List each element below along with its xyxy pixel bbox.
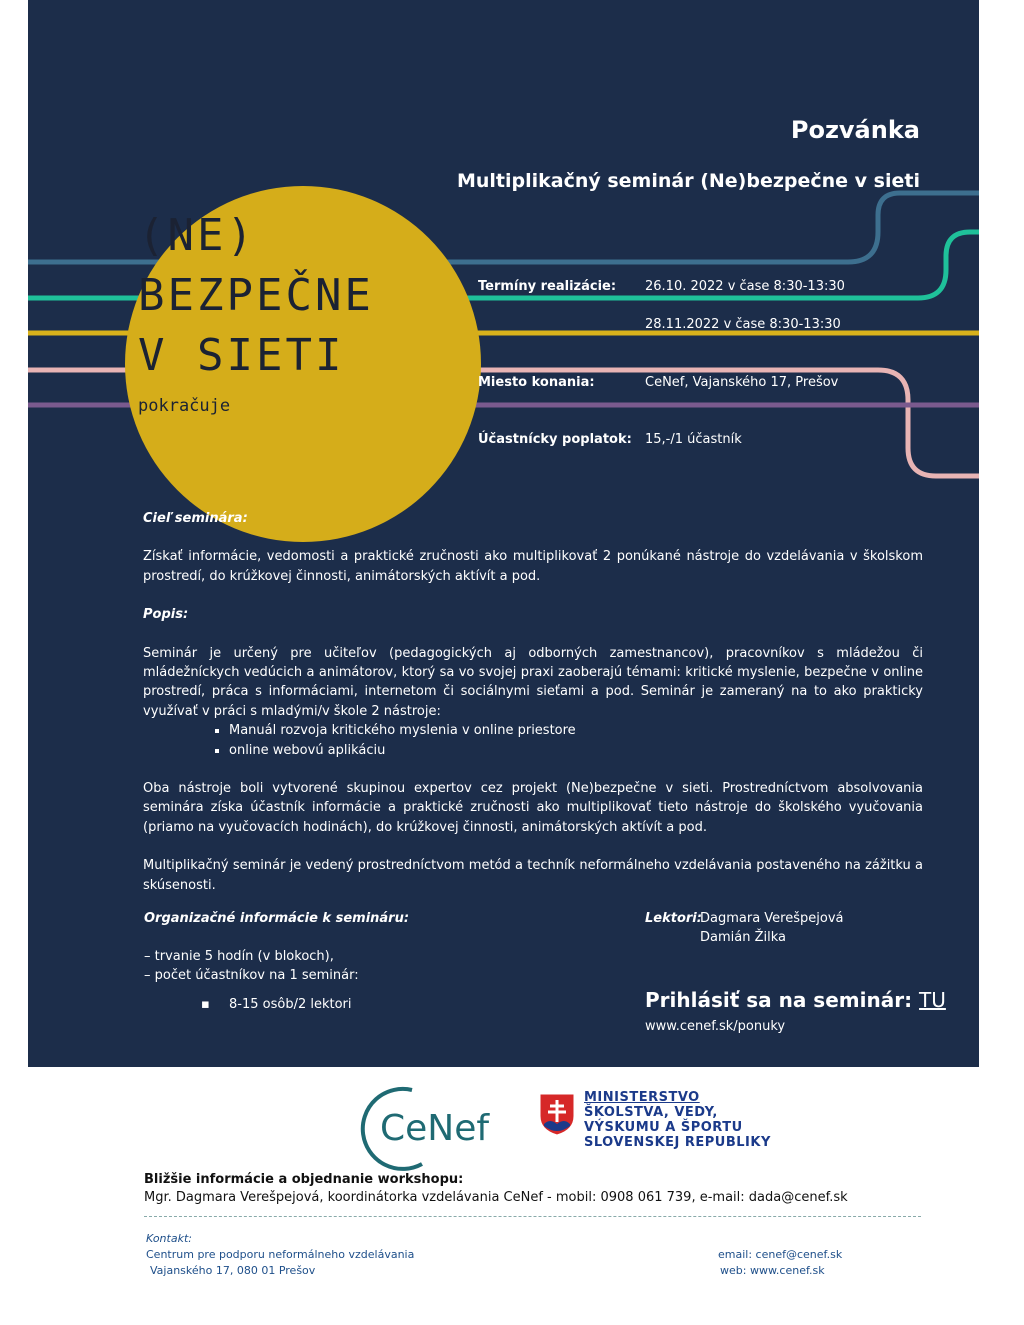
signup-text: Prihlásiť sa na seminár:	[645, 988, 920, 1012]
terms-label: Termíny realizácie:	[478, 279, 617, 294]
desc-heading: Popis:	[143, 607, 189, 623]
org-bullet: 8-15 osôb/2 lektori	[229, 997, 352, 1012]
desc-text: Seminár je určený pre učiteľov (pedagogických aj odborných zamestnancov), pracovníkov s mládežou či mládežníckych vedúcich a animátorov, ktorý sa vo svojej praxi zaoberajú témami: kritické myslenie, bezpečne v online prostredí, práca s informáciami, internetom či sociálnymi sieťami a pod. Seminár je zameraný na to ako prakticky využívať v práci s mladými/v škole 2 nástroje:	[143, 645, 923, 719]
cenef-logo	[362, 1082, 490, 1168]
projects-text: Oba nástroje boli vytvorené skupinou expertov cez projekt (Ne)bezpečne v sieti. Prostredníctvom absolvovania seminára získa účastník informácie a praktické zručnosti ako multiplikovať tieto nástroje do školského vyučovania (priamo na vyučovacích hodinách), do krúžkovej činnosti, animátorských aktívít a pod.	[143, 781, 923, 835]
org-item-1: – trvanie 5 hodín (v blokoch),	[144, 949, 334, 964]
term-2: 28.11.2022 v čase 8:30-13:30	[645, 317, 841, 332]
signup-link[interactable]: TU	[919, 988, 946, 1012]
org-item-2: – počet účastníkov na 1 seminár:	[144, 968, 359, 983]
ministry-line-4: SLOVENSKEJ REPUBLIKY	[584, 1135, 771, 1150]
ministry-text	[584, 1090, 771, 1150]
kontakt-web[interactable]: web: www.cenef.sk	[720, 1264, 825, 1277]
main-content	[143, 509, 923, 895]
list-item: ▪ Manuál rozvoja kritického myslenia v online priestore	[229, 721, 923, 740]
ministry-line-1: MINISTERSTVO	[584, 1090, 700, 1105]
place-label: Miesto konania:	[478, 375, 595, 390]
signup-heading	[645, 988, 946, 1012]
list-item: ▪ online webovú aplikáciu	[229, 741, 923, 760]
method-text: Multiplikačný seminár je vedený prostredníctvom metód a techník neformálneho vzdelávania postaveného na zážitku a skúsenosti.	[143, 858, 923, 893]
place-value: CeNef, Vajanského 17, Prešov	[645, 375, 839, 390]
divider	[144, 1216, 921, 1217]
bullet-icon: ▪	[201, 997, 210, 1012]
kontakt-org: Centrum pre podporu neformálneho vzdelávania	[146, 1248, 415, 1261]
lector-1: Dagmara Verešpejová	[700, 911, 844, 926]
svg-text:CeNef: CeNef	[380, 1108, 490, 1149]
goal-heading: Cieľ seminára:	[143, 511, 248, 526]
kontakt-email[interactable]: email: cenef@cenef.sk	[718, 1248, 843, 1261]
slovak-coat-of-arms-icon	[538, 1092, 576, 1136]
page-title: Pozvánka	[790, 116, 920, 144]
logo-line-3: V SIETI	[138, 330, 345, 381]
footer-contact: Mgr. Dagmara Verešpejová, koordinátorka vzdelávania CeNef - mobil: 0908 061 739, e-mail: dada@cenef.sk	[144, 1190, 848, 1205]
page-subtitle: Multiplikačný seminár (Ne)bezpečne v sieti	[456, 170, 920, 192]
kontakt-label: Kontakt:	[146, 1232, 192, 1245]
ministry-line-2: ŠKOLSTVA, VEDY,	[584, 1105, 718, 1120]
ministry-line-3: VÝSKUMU A ŠPORTU	[584, 1120, 743, 1135]
fee-label: Účastnícky poplatok:	[478, 432, 632, 447]
lector-2: Damián Žilka	[700, 930, 786, 945]
term-1: 26.10. 2022 v čase 8:30-13:30	[645, 279, 845, 294]
goal-text: Získať informácie, vedomosti a praktické zručnosti ako multiplikovať 2 ponúkané nástroje do vzdelávania v školskom prostredí, do krúžkovej činnosti, animátorských aktívít a pod.	[143, 549, 923, 584]
tools-list	[143, 721, 923, 760]
lectors-label: Lektori:	[645, 911, 702, 926]
fee-value: 15,-/1 účastník	[645, 432, 742, 447]
kontakt-address: Vajanského 17, 080 01 Prešov	[150, 1264, 316, 1277]
footer-heading: Bližšie informácie a objednanie workshopu:	[144, 1172, 464, 1187]
signup-url[interactable]: www.cenef.sk/ponuky	[645, 1019, 786, 1034]
logo-line-2: BEZPEČNE	[138, 270, 374, 321]
org-heading: Organizačné informácie k semináru:	[144, 911, 410, 926]
logo-line-1: (NE)	[138, 210, 256, 261]
logo-subtitle: pokračuje	[138, 396, 231, 416]
